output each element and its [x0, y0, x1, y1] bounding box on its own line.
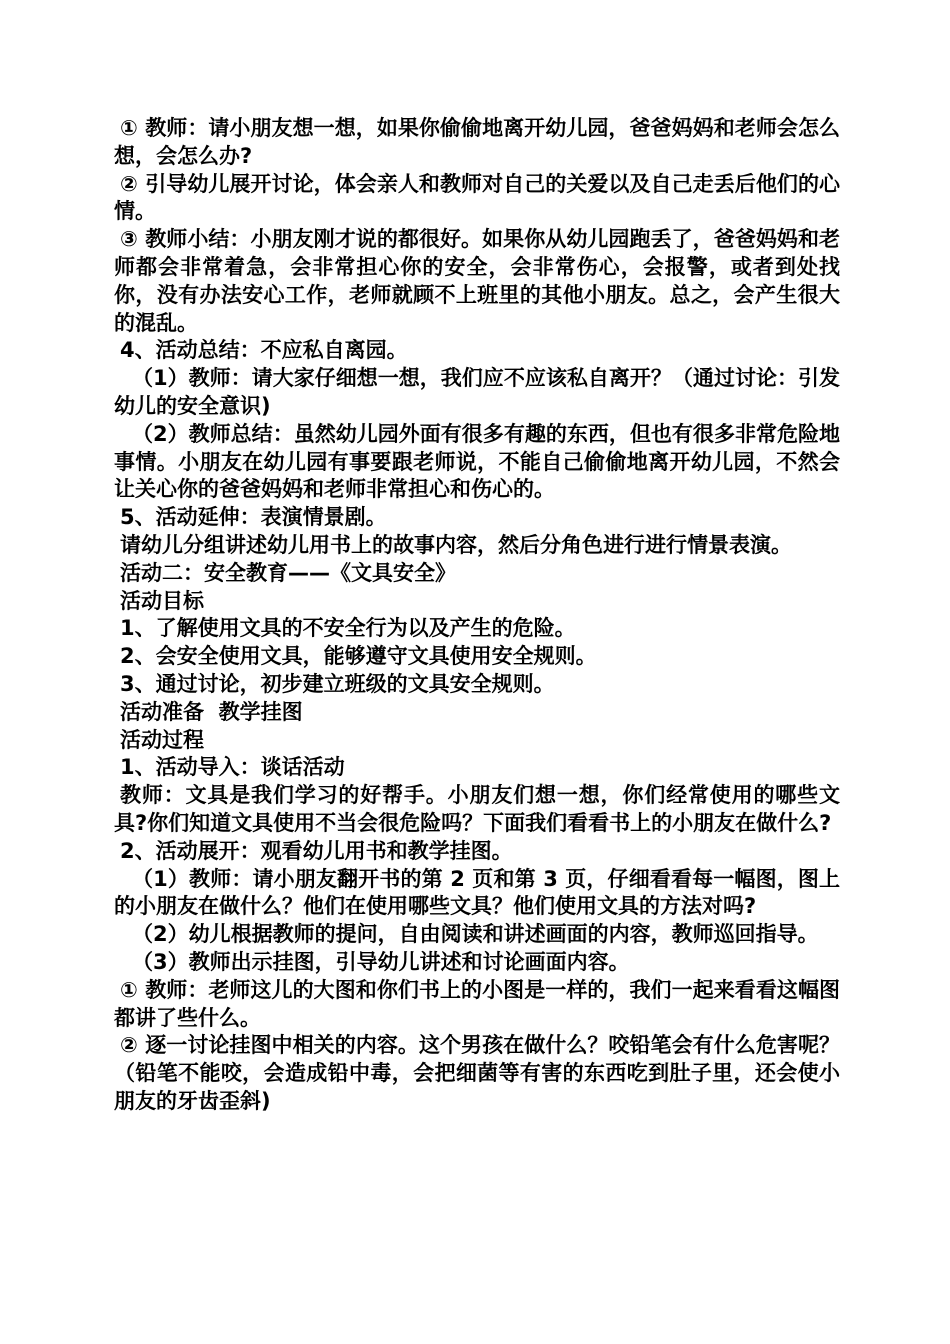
paragraph-16: 1、活动导入：谈话活动	[120, 755, 345, 780]
paragraph-10: 活动目标	[120, 588, 204, 613]
paragraph-18: 2、活动展开：观看幼儿用书和教学挂图。	[120, 838, 513, 863]
paragraph-11: 1、了解使用文具的不安全行为以及产生的危险。	[120, 616, 576, 641]
paragraph-23: ② 逐一讨论挂图中相关的内容。这个男孩在做什么？咬铅笔会有什么危害呢？（铅笔不能咬，会造成铅中毒，会把细菌等有害的东西吃到肚子里，还会使小朋友的牙齿歪斜)	[114, 1033, 840, 1113]
paragraph-12: 2、会安全使用文具，能够遵守文具使用安全规则。	[120, 644, 597, 669]
paragraph-21: （3）教师出示挂图，引导幼儿讲述和讨论画面内容。	[132, 949, 630, 974]
paragraph-4: 4、活动总结：不应私自离园。	[120, 338, 408, 363]
paragraph-1: ① 教师：请小朋友想一想，如果你偷偷地离开幼儿园，爸爸妈妈和老师会怎么想，会怎么办?	[114, 116, 840, 168]
paragraph-15: 活动过程	[120, 727, 204, 752]
paragraph-14: 活动准备 教学挂图	[120, 699, 303, 724]
section-heading: 活动二：安全教育——《文具安全》	[120, 560, 456, 585]
paragraph-5: （1）教师：请大家仔细想一想，我们应不应该私自离开？（通过讨论：引发幼儿的安全意识)	[114, 366, 840, 418]
paragraph-17: 教师：文具是我们学习的好帮手。小朋友们想一想，你们经常使用的哪些文具?你们知道文具使用不当会很危险吗？下面我们看看书上的小朋友在做什么?	[114, 783, 840, 835]
paragraph-3: ③ 教师小结：小朋友刚才说的都很好。如果你从幼儿园跑丢了，爸爸妈妈和老师都会非常着急，会非常担心你的安全，会非常伤心，会报警，或者到处找你，没有办法安心工作，老师就顾不上班里的其他小朋友。总之，会产生很大的混乱。	[114, 227, 840, 335]
paragraph-8: 请幼儿分组讲述幼儿用书上的故事内容，然后分角色进行进行情景表演。	[120, 532, 792, 557]
paragraph-22: ① 教师：老师这儿的大图和你们书上的小图是一样的，我们一起来看看这幅图都讲了些什么。	[114, 977, 840, 1030]
paragraph-6: （2）教师总结：虽然幼儿园外面有很多有趣的东西，但也有很多非常危险地事情。小朋友在幼儿园有事要跟老师说，不能自己偷偷地离开幼儿园，不然会让关心你的爸爸妈妈和老师非常担心和伤心的。	[114, 421, 840, 502]
paragraph-20: （2）幼儿根据教师的提问，自由阅读和讲述画面的内容，教师巡回指导。	[132, 922, 819, 947]
paragraph-19: （1）教师：请小朋友翻开书的第 2 页和第 3 页，仔细看看每一幅图，图上的小朋友在做什么？他们在使用哪些文具？他们使用文具的方法对吗?	[114, 866, 840, 919]
paragraph-2: ② 引导幼儿展开讨论，体会亲人和教师对自己的关爱以及自己走丢后他们的心情。	[114, 171, 840, 224]
paragraph-7: 5、活动延伸：表演情景剧。	[120, 505, 387, 530]
paragraph-13: 3、通过讨论，初步建立班级的文具安全规则。	[120, 671, 555, 696]
document-page	[114, 115, 840, 1116]
